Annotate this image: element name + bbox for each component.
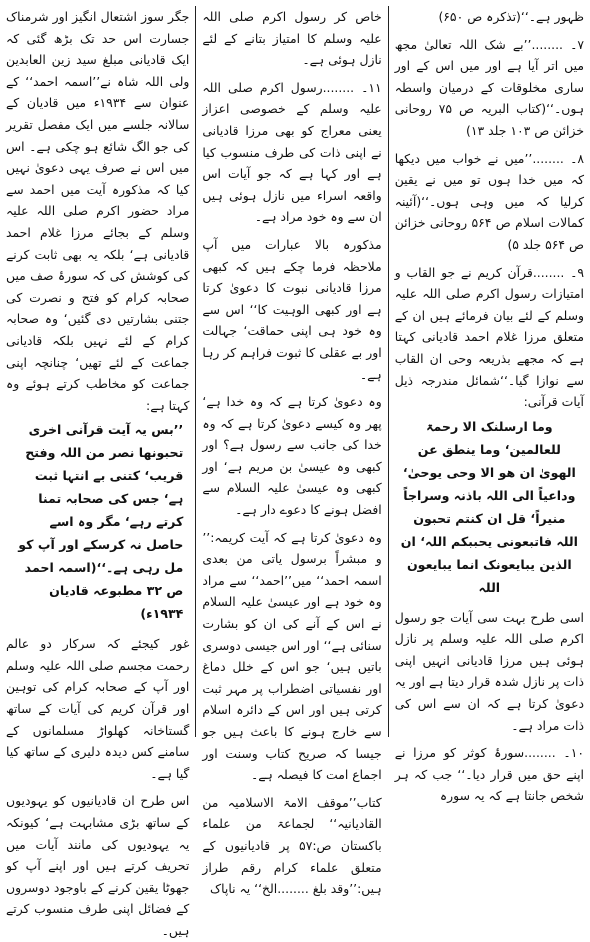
column-right (389, 6, 584, 804)
paragraph: ۹۔ ........قرآن کریم نے جو القاب و امتیازات رسول اکرم صلی اللہ علیہ وسلم کے لئے بیان فرمائے ہیں ان کے متعلق مرزا غلام احمد قادیانی کہتا ہے کہ مجھے بذریعہ وحی ان القاب سے نوازا گیا۔‘‘شمائل مندرجہ ذیل آیات قرآنی: (394, 264, 584, 410)
paragraph: خاص کر رسول اکرم صلی اللہ علیہ وسلم کا امتیاز بتانے کے لئے نازل ہوئی ہے۔ (202, 9, 382, 68)
paragraph: ۱۱۔ ........رسول اکرم صلی اللہ علیہ وسلم کے خصوصی اعزاز یعنی معراج کو بھی مرزا قادیانی نے اپنی ذات کی طرف منسوب کیا ہے اور کہا ہے کہ جو آیات اس واقعہ اسراء میں نازل ہوئی ہیں ان سے وہ خود مراد ہے۔ (202, 79, 382, 225)
block-quote: ’’بس یہ آیت قرآنی اخری تحبونھا نصر من اللہ وفتح قریب‘ کتنی بے انتہا ثبت ہے‘ جس کی صحابہ تمنا کرتے رہے‘ مگر وہ اسے حاصل نہ کرسکے اور آپ کو مل رہی ہے۔‘‘(اسمہ احمد ص ۳۲ مطبوعہ قادیان ۱۹۳۴ء) (18, 422, 184, 622)
paragraph: ۸۔ ........’’میں نے خواب میں دیکھا کہ میں خدا ہوں تو میں نے یقین کرلیا کہ میں وہی ہوں۔‘‘(آئینہ کمالات اسلام ص ۵۶۴ روحانی خزائن ص ۵۶۴ جلد ۵) (394, 150, 584, 252)
quranic-quote: وما ارسلنک الا رحمۃ للعالمین‘ وما ینطق عن الھویٰ ان ھو الا وحی یوحیٰ‘ وداعیاً الی اللہ باذنہ وسراجاً منیراً‘ قل ان کنتم تحبون اللہ فاتبعونی یحببکم اللہ‘ ان الذین یبایعونک انما یبایعون اللہ (400, 418, 578, 595)
paragraph: ۱۰۔ ........سورۂ کوثر کو مرزا نے اپنے حق میں قرار دیا۔‘‘ جب کہ ہر شخص جانتا ہے کہ یہ سورہ (394, 745, 584, 804)
paragraph: جگر سوز اشتعال انگیز اور شرمناک جسارت اس حد تک بڑھ گئی کہ ایک قادیانی مبلغ سید زین العابدین ولی اللہ شاہ نے’’اسمہ احمد‘‘ کے عنوان سے ۱۹۳۴ء میں قادیان کے سالانہ جلسے میں ایک مفصل تقریر کی جو الگ شائع ہو چکی ہے۔ اس میں اس نے صرف یہی دعویٰ نہیں کیا کہ مذکورہ آیت میں احمد سے مراد حضور اکرم صلی اللہ علیہ وسلم کے بجائے مرزا غلام احمد قادیانی ہے‘ بلکہ یہ بھی ثابت کرنے کی کوشش کی کہ سورۂ صف میں صحابہ کرام کو فتح و نصرت کی جتنی بشارتیں دی گئیں‘ وہ صحابہ کرام کے لئے نہیں بلکہ قادیانی جماعت کے لئے تھیں‘ چنانچہ اپنی جماعت کو مخاطب کرتے ہوئے وہ کہتا ہے: (6, 9, 190, 413)
paragraph: ظہور ہے۔‘‘(تذکرہ ص ۶۵۰) (438, 9, 584, 24)
paragraph: وہ دعویٰ کرتا ہے کہ وہ خدا ہے‘ پھر وہ کیسے دعویٰ کرتا ہے کہ وہ خدا کی جانب سے رسول ہے؟ اور کبھی وہ عیسیٰ بن مریم ہے‘ اور کبھی وہ عیسیٰ علیہ السلام سے افضل ہونے کا دعوے دار ہے۔ (202, 394, 382, 518)
column-middle (196, 6, 387, 897)
paragraph: مذکورہ بالا عبارات میں آپ ملاحظہ فرما چکے ہیں کہ کبھی مرزا قادیانی نبوت کا دعویٰ کرتا ہے اور کبھی الوہیت کا‘‘ اس سے وہ خود ہی اپنی حماقت‘ جہالت اور بے عقلی کا ثبوت فراہم کر رہا ہے۔ (202, 236, 382, 382)
paragraph: ۷۔ ........’’بے شک اللہ تعالیٰ مجھ میں اتر آیا ہے اور میں اس کے اور ساری مخلوقات کے درمیان واسطہ ہوں۔‘‘(کتاب البریہ ص ۷۵ روحانی خزائن ص ۱۰۳ جلد ۱۳) (394, 36, 584, 138)
document-page (6, 6, 584, 938)
paragraph: کتاب’’موقف الامۃ الاسلامیہ من القادیانیہ‘‘ لجماعۃ من علماء باکستان ص:۵۷ پر قادیانیوں کے متعلق علماء کرام رقم طراز ہیں:’’وقد بلغ ........الخ‘‘ یہ ناپاک (202, 794, 382, 897)
column-divider (388, 6, 389, 737)
paragraph: وہ دعویٰ کرتا ہے کہ آیت کریمہ:’’ و مبشراً برسول یاتی من بعدی اسمہ احمد‘‘ میں’’احمد‘‘ سے مراد وہ خود ہے اور عیسیٰ علیہ السلام نے اس کے آنے کی ان کو بشارت سنائی ہے‘‘ اور اس جیسی دوسری باتیں ہیں‘ جو اس کے خلل دماغ اور نفسیاتی اضطراب پر مہر ثبت کرتی ہیں اور اس کے دائرہ اسلام سے خارج ہونے کا باعث ہیں جو جیسا کہ صریح کتاب وسنت اور اجماع امت کا فیصلہ ہے۔ (202, 529, 382, 783)
paragraph: اسی طرح بہت سی آیات جو رسول اکرم صلی اللہ علیہ وسلم پر نازل ہوئی ہیں مرزا قادیانی انہیں اپنی ذات پر نازل شدہ قرار دیتا ہے اور یہ دعویٰ کرتا ہے کہ ان سے اس کی ذات مراد ہے۔ (394, 609, 584, 733)
paragraph: اس طرح ان قادیانیوں کو یہودیوں کے ساتھ بڑی مشابہت ہے‘ کیونکہ یہ یہودیوں کی مانند آیات میں تحریف کرتے ہیں اور اپنے آپ کو جھوٹا یقین کرنے کے باوجود دوسروں کے فضائل اپنی طرف منسوب کرتے ہیں۔ (6, 793, 190, 938)
paragraph: غور کیجئے کہ سرکار دو عالم رحمت مجسم صلی اللہ علیہ وسلم اور آپ کے صحابہ کرام کی توہین اور قرآن کریم کی آیات کے ساتھ گستاخانہ کھلواڑ مسلمانوں کے سامنے کس دیدہ دلیری کے ساتھ کیا گیا ہے۔ (6, 636, 190, 781)
column-left (6, 6, 195, 938)
column-divider (195, 6, 196, 737)
